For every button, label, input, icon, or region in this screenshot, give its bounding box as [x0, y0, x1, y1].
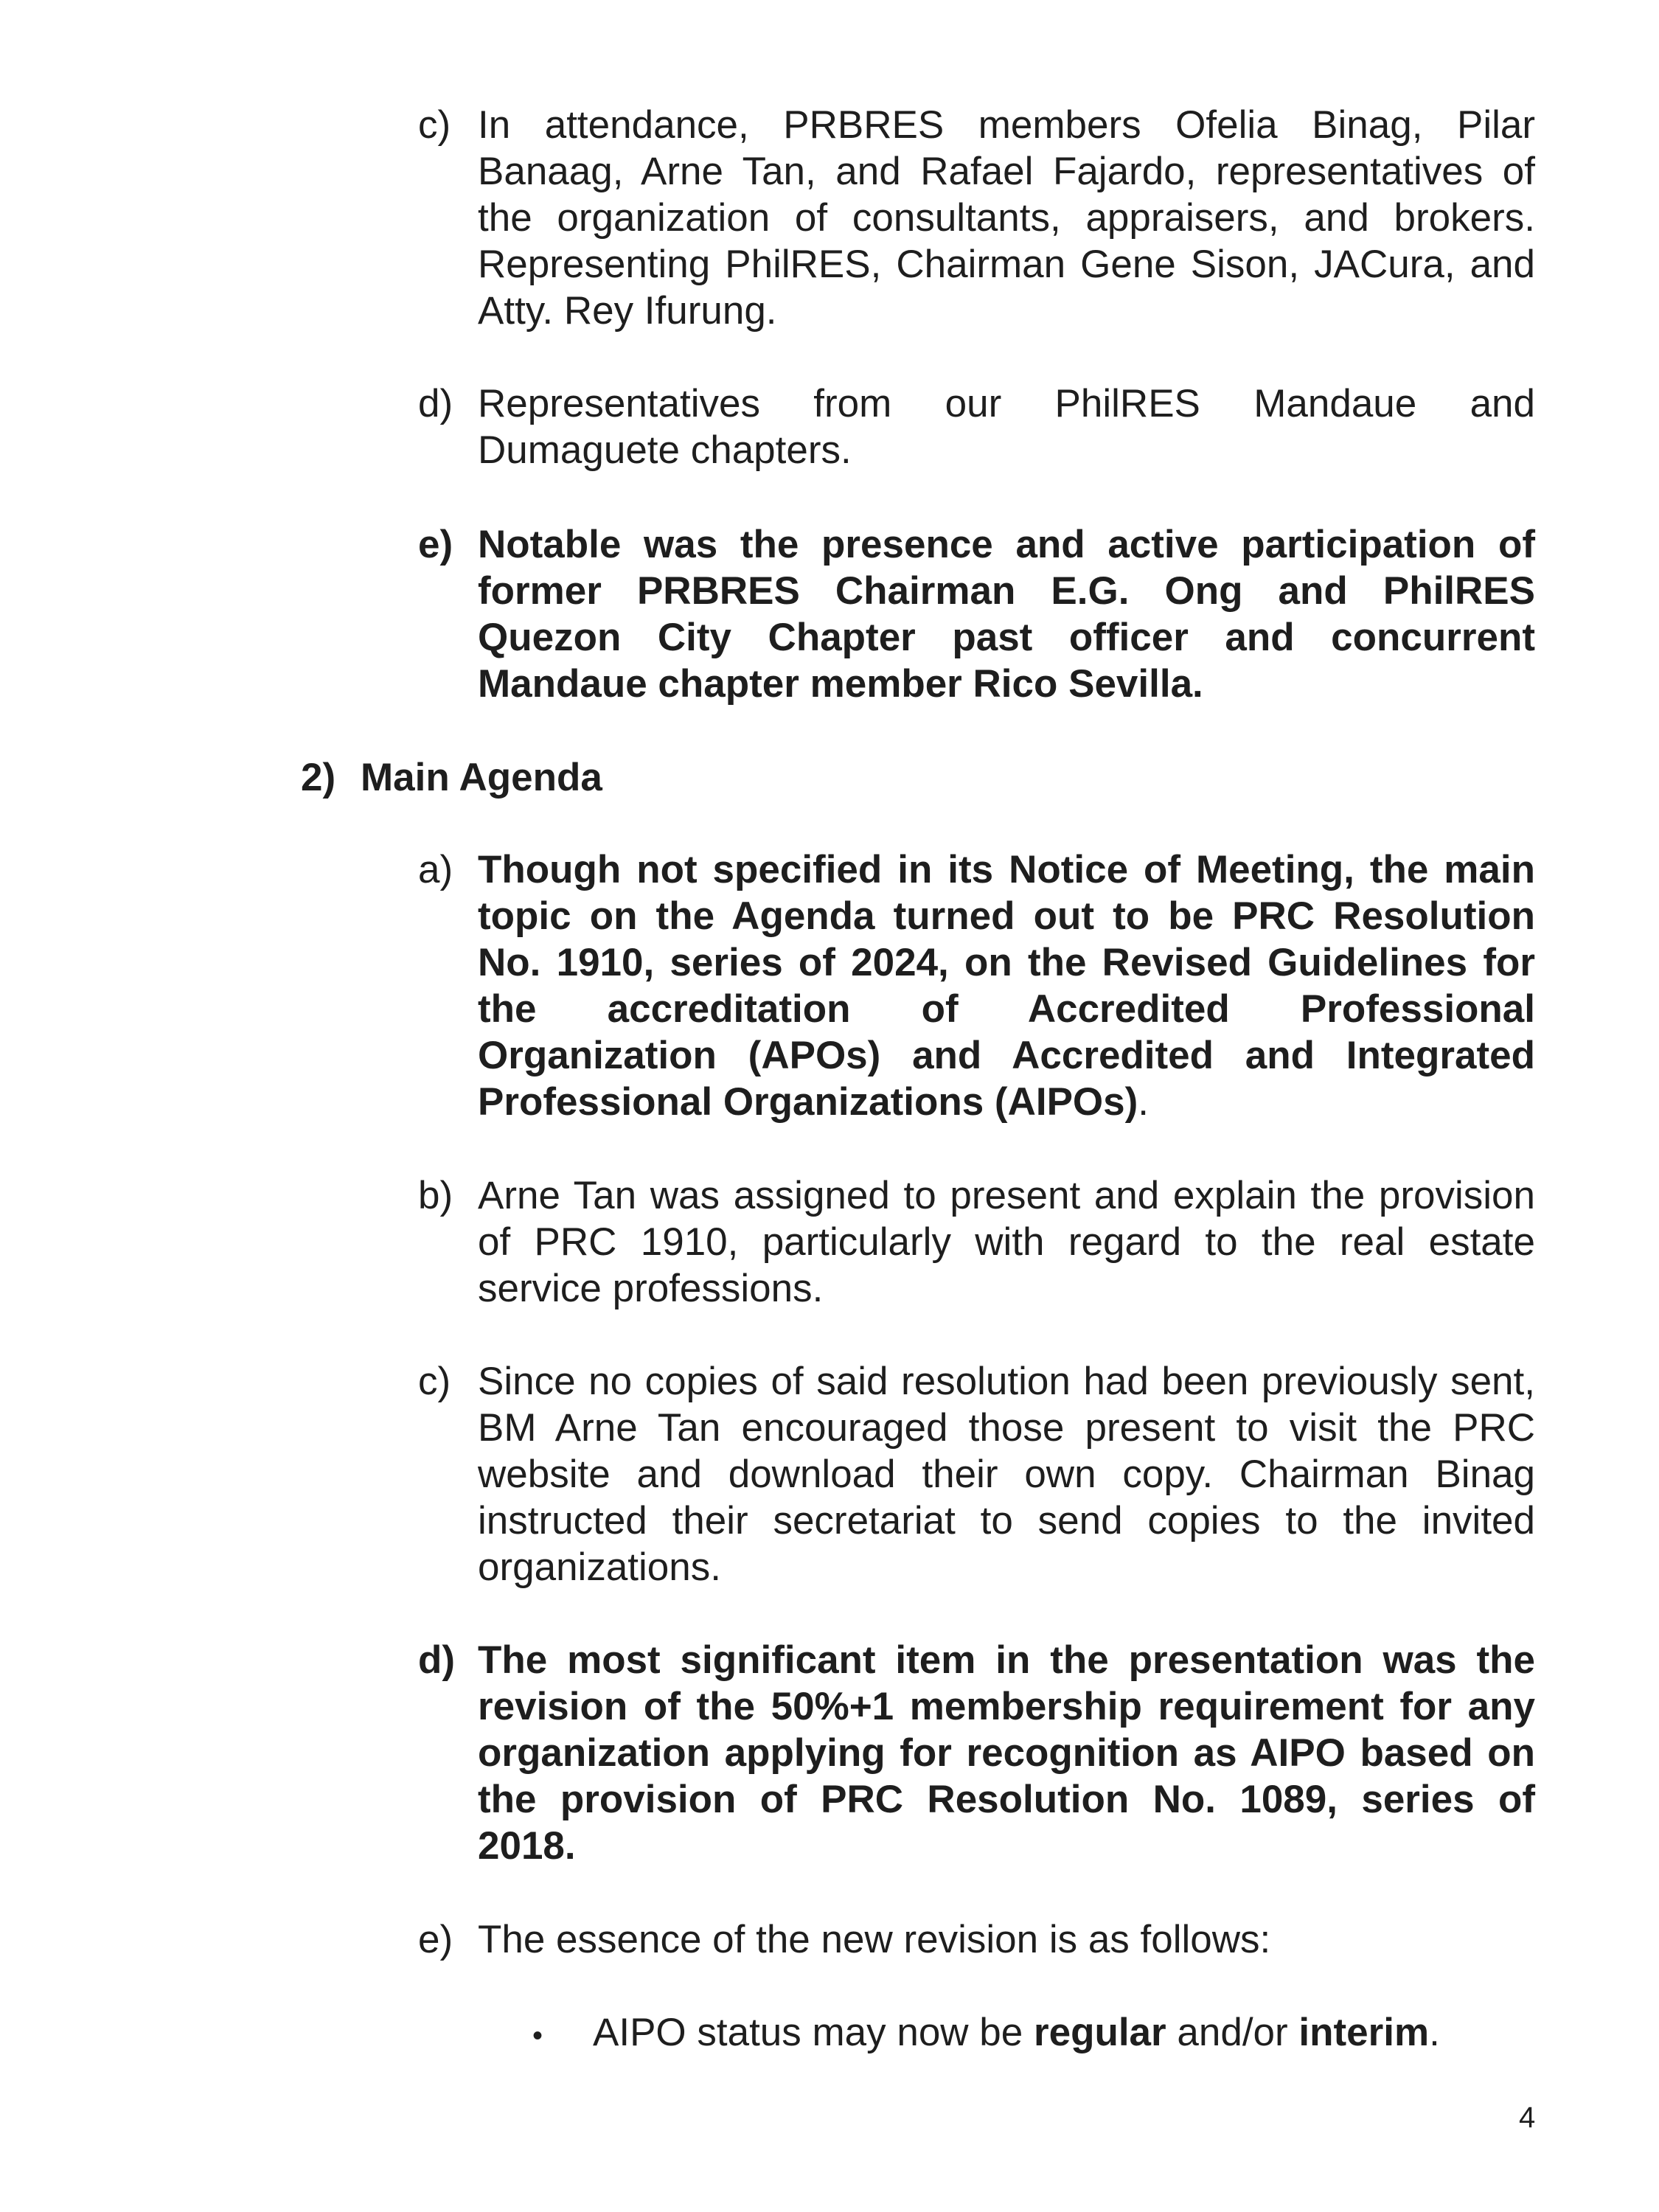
list-item-text: Arne Tan was assigned to present and explain the provision of PRC 1910, particularly with regard to the real estate service professions. — [478, 1174, 1535, 1310]
list-item — [418, 1916, 1535, 1963]
list-item — [418, 1637, 1535, 1869]
list-marker: e) — [418, 1918, 453, 1961]
list-item-text: The most significant item in the presentation was the revision of the 50%+1 membership requirement for any organization applying for recognition as AIPO based on the provision of PRC Resolution No. 1089, series of 2018. — [478, 1638, 1535, 1868]
list-item-text: The essence of the new revision is as follows: — [478, 1918, 1271, 1961]
list-item — [418, 846, 1535, 1125]
list-item-text: Notable was the presence and active participation of former PRBRES Chairman E.G. Ong and PhilRES Quezon City Chapter past officer and concurrent Mandaue chapter member Rico Sevilla. — [478, 523, 1535, 706]
section-title: Main Agenda — [361, 756, 602, 799]
list-item — [418, 380, 1535, 473]
list-marker: a) — [418, 848, 453, 891]
section-heading — [301, 754, 602, 801]
list-marker: e) — [418, 523, 453, 566]
list-item-trail: . — [1138, 1080, 1150, 1124]
list-item-text: Representatives from our PhilRES Mandaue and Dumaguete chapters. — [478, 382, 1535, 472]
list-marker: c) — [418, 103, 451, 147]
list-marker: d) — [418, 1638, 456, 1682]
list-marker: c) — [418, 1360, 451, 1403]
list-marker: b) — [418, 1174, 453, 1217]
list-item-text: In attendance, PRBRES members Ofelia Binag, Pilar Banaag, Arne Tan, and Rafael Fajardo, representatives of the organization of consultants, appraisers, and brokers. Representing PhilRES, Chairman Gene Sison, JACura, and Atty. Rey Ifurung. — [478, 103, 1535, 333]
list-item-text: Though not specified in its Notice of Meeting, the main topic on the Agenda turned out to be PRC Resolution No. 1910, series of 2024, on the Revised Guidelines for the accreditation of Accredited Professional Organization (APOs) and Accredited and Integrated Professional Organizations (AIPOs) — [478, 848, 1535, 1124]
list-item — [418, 102, 1535, 334]
list-item — [418, 1172, 1535, 1312]
section-number: 2) — [301, 756, 336, 799]
page-number: 4 — [1519, 2101, 1536, 2134]
list-item — [418, 1358, 1535, 1590]
bullet-item: • AIPO status may now be regular and/or interim. — [532, 2009, 1440, 2059]
list-marker: d) — [418, 382, 453, 425]
list-item — [418, 521, 1535, 707]
list-item-text: Since no copies of said resolution had been previously sent, BM Arne Tan encouraged those present to visit the PRC website and download their own copy. Chairman Binag instructed their secretariat to send copies to the invited organizations. — [478, 1360, 1535, 1589]
bullet-icon: • — [532, 2020, 543, 2052]
